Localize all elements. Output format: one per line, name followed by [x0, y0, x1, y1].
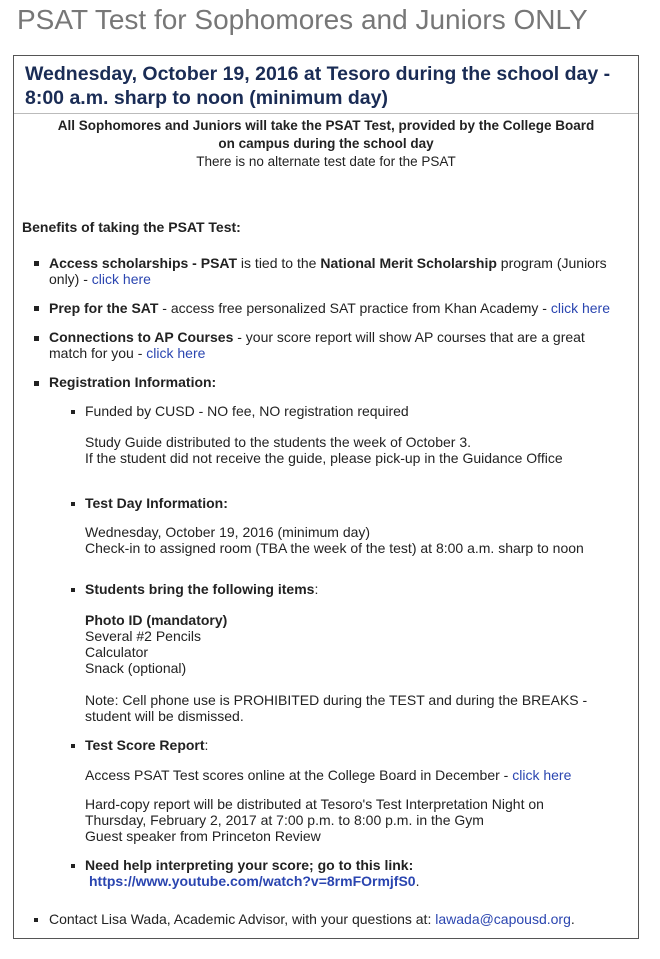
bullet	[34, 336, 39, 341]
hard-copy-info	[85, 796, 630, 844]
intro-block	[14, 117, 638, 171]
hard-copy-line-2: Thursday, February 2, 2017 at 7:00 p.m. to 8:00 p.m. in the Gym	[85, 812, 484, 828]
ap-text: - your score report will show AP courses that are a great	[233, 329, 585, 345]
scholarships-text-3: only) -	[49, 271, 92, 287]
benefits-heading: Benefits of taking the PSAT Test:	[22, 219, 241, 235]
note-line-2: student will be dismissed.	[85, 708, 244, 724]
test-day-heading: Test Day Information:	[85, 495, 228, 511]
youtube-link[interactable]: https://www.youtube.com/watch?v=8rmFOrmjfS0	[89, 873, 416, 889]
scholarship-program-name: National Merit Scholarship	[320, 255, 497, 271]
bring-item: Calculator	[85, 644, 149, 660]
content-frame	[13, 55, 639, 939]
list-item-scholarships	[49, 255, 634, 287]
score-access	[85, 767, 571, 783]
score-heading-label: Test Score Report	[85, 737, 205, 753]
bring-heading-label: Students bring the following items	[85, 581, 315, 597]
cell-phone-note	[85, 692, 630, 724]
score-heading-colon: :	[204, 737, 209, 753]
registration-heading: Registration Information:	[49, 374, 217, 390]
hard-copy-line-3: Guest speaker from Princeton Review	[85, 828, 321, 844]
bullet	[34, 381, 39, 386]
bullet	[34, 918, 38, 922]
bring-item: Snack (optional)	[85, 660, 187, 676]
bullet	[71, 410, 75, 414]
help-link-line	[89, 873, 419, 889]
hard-copy-line-1: Hard-copy report will be distributed at Tesoro's Test Interpretation Night on	[85, 796, 544, 812]
ap-bold-label: Connections to AP Courses	[49, 329, 234, 345]
contact-text: Contact Lisa Wada, Academic Advisor, with your questions at:	[49, 911, 436, 927]
ap-link[interactable]: click here	[146, 345, 206, 361]
sat-prep-bold-label: Prep for the SAT	[49, 300, 159, 316]
registration-funded: Funded by CUSD - NO fee, NO registration required	[85, 403, 409, 419]
contact-period: .	[570, 911, 575, 927]
bring-heading-colon: :	[314, 581, 319, 597]
test-day-line-1: Wednesday, October 19, 2016 (minimum day)	[85, 524, 371, 540]
bullet	[71, 588, 75, 592]
sat-prep-link[interactable]: click here	[550, 300, 610, 316]
email-link[interactable]: lawada@capousd.org	[435, 911, 571, 927]
note-line-1: Note: Cell phone use is PROHIBITED during the TEST and during the BREAKS -	[85, 692, 588, 708]
bullet	[71, 502, 75, 506]
test-day-line-2: Check-in to assigned room (TBA the week of the test) at 8:00 a.m. sharp to noon	[85, 540, 584, 556]
intro-line-3: There is no alternate test date for the PSAT	[196, 154, 456, 169]
bring-item: Photo ID (mandatory)	[85, 612, 228, 628]
bring-item: Several #2 Pencils	[85, 628, 201, 644]
study-guide-text	[85, 434, 630, 466]
bring-items-list	[85, 612, 227, 676]
scholarships-text-2: program (Juniors	[496, 255, 607, 271]
scholarships-bold-label: Access scholarships - PSAT	[49, 255, 238, 271]
scholarships-text: is tied to the	[237, 255, 321, 271]
list-item-ap-courses	[49, 329, 634, 361]
sat-prep-text: - access free personalized SAT practice from Khan Academy -	[158, 300, 551, 316]
intro-line-2: on campus during the school day	[218, 136, 434, 151]
bullet	[34, 261, 39, 266]
contact-line	[49, 911, 634, 927]
divider	[14, 113, 638, 114]
event-header-line-1: Wednesday, October 19, 2016 at Tesoro during the school day -	[25, 63, 611, 85]
intro-line-1: All Sophomores and Juniors will take the PSAT Test, provided by the College Board	[57, 118, 595, 133]
bullet	[34, 306, 39, 311]
help-period: .	[415, 873, 420, 889]
page-title: PSAT Test for Sophomores and Juniors ONLY	[17, 4, 588, 35]
score-link[interactable]: click here	[512, 767, 572, 783]
scholarships-link[interactable]: click here	[91, 271, 151, 287]
score-heading	[85, 737, 208, 753]
list-item-sat-prep	[49, 300, 634, 316]
study-guide-line-1: Study Guide distributed to the students the week of October 3.	[85, 434, 472, 450]
bring-heading	[85, 581, 318, 597]
event-header-line-2: 8:00 a.m. sharp to noon (minimum day)	[25, 87, 388, 109]
event-header	[25, 62, 629, 110]
help-heading: Need help interpreting your score; go to this link:	[85, 857, 414, 873]
bullet	[71, 744, 75, 748]
test-day-details	[85, 524, 630, 556]
ap-text-2: match for you -	[49, 345, 147, 361]
study-guide-line-2: If the student did not receive the guide, please pick-up in the Guidance Office	[85, 450, 563, 466]
bullet	[71, 864, 75, 868]
score-access-text: Access PSAT Test scores online at the College Board in December -	[85, 767, 513, 783]
